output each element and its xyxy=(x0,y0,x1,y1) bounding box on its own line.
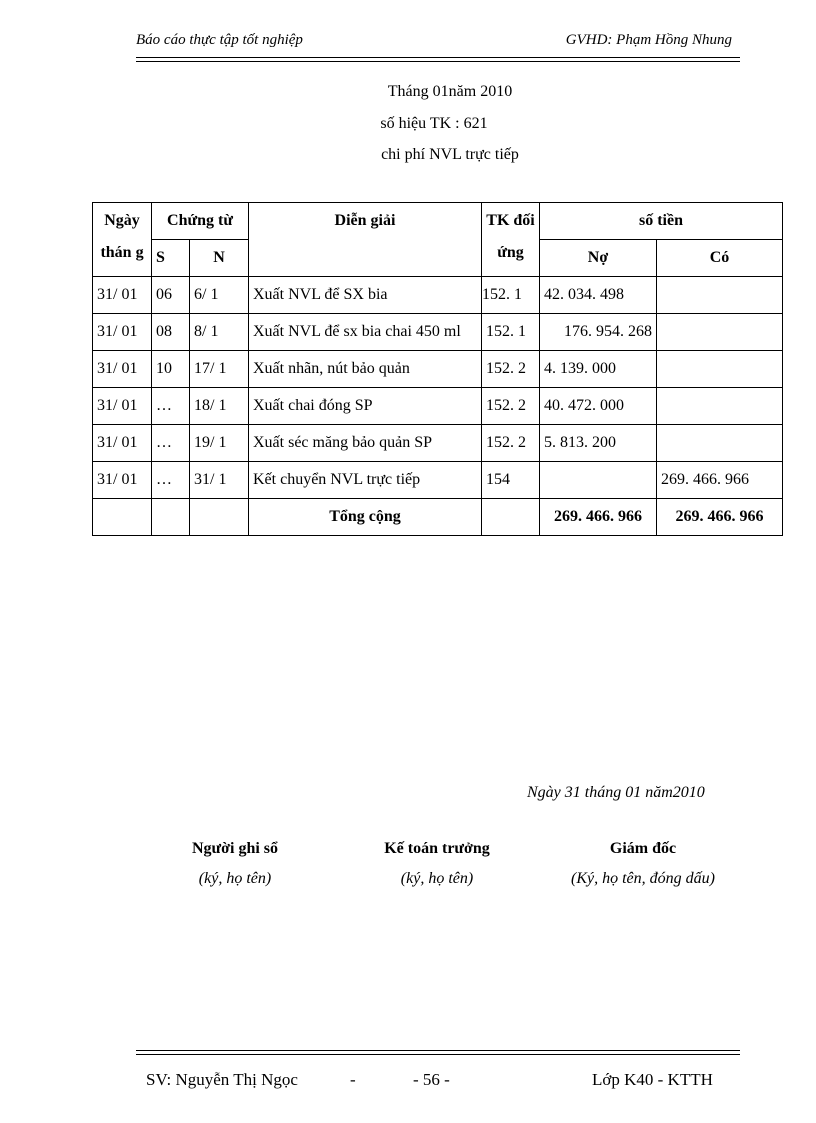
cell-empty xyxy=(93,499,152,536)
header-rule-top xyxy=(136,57,740,58)
cell-date: 31/ 01 xyxy=(93,388,152,425)
cell-desc: Xuất nhãn, nút bảo quản xyxy=(249,351,482,388)
signature-note: (Ký, họ tên, đóng dấu) xyxy=(571,870,715,887)
table-row xyxy=(93,351,783,388)
footer-dash: - xyxy=(350,1070,356,1089)
total-label: Tổng cộng xyxy=(249,499,482,536)
cell-credit: 269. 466. 966 xyxy=(657,462,783,499)
col-n-header: N xyxy=(190,240,249,277)
footer-rule-top xyxy=(136,1050,740,1051)
signature-note: (ký, họ tên) xyxy=(400,870,474,887)
cell-tk: 154 xyxy=(482,462,540,499)
total-credit: 269. 466. 966 xyxy=(657,499,783,536)
cell-date: 31/ 01 xyxy=(93,462,152,499)
cell-tk: 152. 2 xyxy=(482,425,540,462)
col-desc-header: Diễn giải xyxy=(249,203,482,277)
date-line: Ngày 31 tháng 01 năm2010 xyxy=(527,784,705,801)
cell-s: … xyxy=(152,388,190,425)
signature-note: (ký, họ tên) xyxy=(198,870,272,887)
header-left: Báo cáo thực tập tốt nghiệp xyxy=(136,32,303,48)
cell-credit xyxy=(657,388,783,425)
footer-page: - 56 - xyxy=(413,1070,450,1089)
header-row xyxy=(93,203,783,240)
cell-tk: 152. 1 xyxy=(482,314,540,351)
col-voucher-header: Chứng từ xyxy=(152,203,249,240)
cell-debit: 4. 139. 000 xyxy=(540,351,657,388)
cell-credit xyxy=(657,351,783,388)
col-debit-header: Nợ xyxy=(540,240,657,277)
table-row xyxy=(93,462,783,499)
signature-director xyxy=(548,840,738,888)
cell-debit xyxy=(540,462,657,499)
cell-tk: 152. 1 xyxy=(482,277,540,314)
table-row xyxy=(93,314,783,351)
cell-empty xyxy=(190,499,249,536)
signature-chief-accountant xyxy=(357,840,517,888)
signature-role: Người ghi sổ xyxy=(191,840,279,857)
ledger-table xyxy=(92,202,783,536)
signature-recorder xyxy=(160,840,310,888)
cell-date: 31/ 01 xyxy=(93,425,152,462)
total-debit: 269. 466. 966 xyxy=(540,499,657,536)
table-row xyxy=(93,425,783,462)
cell-date: 31/ 01 xyxy=(93,277,152,314)
title-name: chi phí NVL trực tiếp xyxy=(381,146,519,163)
cell-desc: Xuất séc măng bảo quản SP xyxy=(249,425,482,462)
signature-role: Giám đốc xyxy=(609,840,677,857)
cell-desc: Kết chuyển NVL trực tiếp xyxy=(249,462,482,499)
cell-debit: 40. 472. 000 xyxy=(540,388,657,425)
cell-n: 18/ 1 xyxy=(190,388,249,425)
footer-class: Lớp K40 - KTTH xyxy=(592,1070,713,1089)
cell-desc: Xuất NVL để SX bia xyxy=(249,277,482,314)
cell-s: … xyxy=(152,462,190,499)
title-account: số hiệu TK : 621 xyxy=(380,115,488,132)
cell-tk: 152. 2 xyxy=(482,351,540,388)
cell-debit: 42. 034. 498 xyxy=(540,277,657,314)
table-row xyxy=(93,388,783,425)
cell-n: 31/ 1 xyxy=(190,462,249,499)
title-month: Tháng 01năm 2010 xyxy=(387,83,513,100)
cell-n: 8/ 1 xyxy=(190,314,249,351)
col-amount-header: số tiền xyxy=(540,203,783,240)
signature-role: Kế toán trưởng xyxy=(384,840,490,857)
table-row xyxy=(93,277,783,314)
cell-debit: 176. 954. 268 xyxy=(540,314,657,351)
cell-date: 31/ 01 xyxy=(93,351,152,388)
cell-s: 08 xyxy=(152,314,190,351)
cell-debit: 5. 813. 200 xyxy=(540,425,657,462)
cell-credit xyxy=(657,314,783,351)
cell-s: 10 xyxy=(152,351,190,388)
cell-date: 31/ 01 xyxy=(93,314,152,351)
col-credit-header: Có xyxy=(657,240,783,277)
total-row xyxy=(93,499,783,536)
cell-desc: Xuất NVL để sx bia chai 450 ml xyxy=(249,314,482,351)
cell-n: 17/ 1 xyxy=(190,351,249,388)
col-date-header: Ngày thán g xyxy=(93,203,152,277)
col-s-header: S xyxy=(152,240,190,277)
footer-student: SV: Nguyễn Thị Ngọc xyxy=(146,1070,298,1089)
header-right: GVHD: Phạm Hồng Nhung xyxy=(565,32,732,48)
cell-s: … xyxy=(152,425,190,462)
cell-s: 06 xyxy=(152,277,190,314)
cell-tk: 152. 2 xyxy=(482,388,540,425)
cell-n: 6/ 1 xyxy=(190,277,249,314)
cell-n: 19/ 1 xyxy=(190,425,249,462)
header-rule-bottom xyxy=(136,61,740,62)
cell-desc: Xuất chai đóng SP xyxy=(249,388,482,425)
cell-credit xyxy=(657,277,783,314)
cell-credit xyxy=(657,425,783,462)
cell-empty xyxy=(482,499,540,536)
cell-empty xyxy=(152,499,190,536)
footer-rule-bottom xyxy=(136,1054,740,1055)
col-tk-header: TK đối ứng xyxy=(482,203,540,277)
